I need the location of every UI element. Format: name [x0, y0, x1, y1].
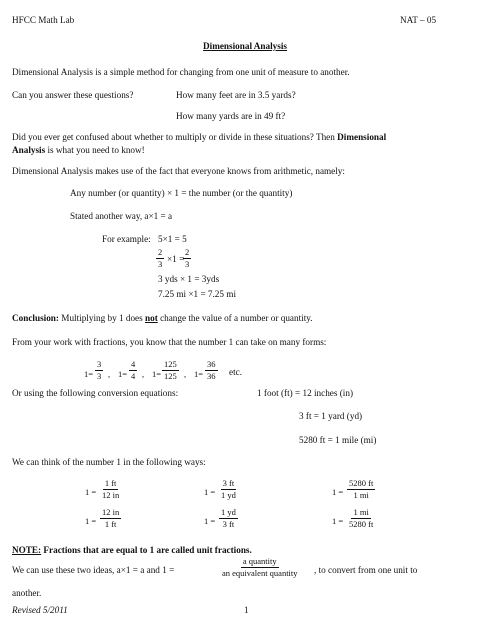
- fraction-denominator: an equivalent quantity: [222, 567, 298, 578]
- fraction-denominator: 5280 ft: [349, 518, 374, 529]
- conclusion: [12, 313, 313, 324]
- stated-another-way: Stated another way, a×1 = a: [70, 211, 173, 221]
- question-2: How many yards are in 49 ft?: [176, 111, 286, 121]
- fraction-denominator: 125: [164, 370, 177, 381]
- fraction-numerator: 36: [207, 359, 216, 369]
- unit-fraction: [219, 479, 238, 500]
- confused-bold-2: Analysis: [12, 145, 46, 155]
- fact-intro: Dimensional Analysis makes use of the fact that everyone knows from arithmetic, namely:: [12, 166, 345, 176]
- conclusion-text-b: change the value of a number or quantity.: [157, 313, 313, 323]
- fraction-denominator: 3 ft: [222, 518, 235, 529]
- separator: ,: [142, 369, 145, 379]
- unit-fraction: [100, 508, 121, 529]
- fraction-denominator: 1 ft: [104, 518, 117, 529]
- form-of-one: [95, 360, 103, 381]
- form-of-one: [205, 360, 218, 381]
- one-equals: 1 =: [332, 516, 344, 526]
- think-text: We can think of the number 1 in the following ways:: [12, 457, 206, 467]
- one-equals: 1=: [152, 369, 162, 379]
- fraction-numerator: 4: [131, 359, 136, 369]
- combine-fraction: [220, 557, 300, 578]
- confused-bold-1: Dimensional: [337, 132, 387, 142]
- one-equals: 1 =: [85, 487, 97, 497]
- fraction-numerator: 2: [158, 247, 163, 257]
- combine-lead: We can use these two ideas, a×1 = a and 1 =: [12, 565, 175, 575]
- confused-line-2: [12, 145, 145, 156]
- conversion-eq-3: 5280 ft = 1 mile (mi): [299, 435, 377, 445]
- confused-text-2: is what you need to know!: [45, 145, 145, 155]
- fraction-numerator: 2: [185, 247, 190, 257]
- form-of-one: [129, 360, 137, 381]
- separator: ,: [184, 369, 187, 379]
- one-equals: 1=: [194, 369, 204, 379]
- confused-text-1: Did you ever get confused about whether to multiply or divide in these situations? Then: [12, 132, 338, 142]
- fraction-denominator: 36: [207, 370, 216, 381]
- conversion-eq-1: 1 foot (ft) = 12 inches (in): [257, 388, 354, 398]
- separator: ,: [108, 369, 111, 379]
- conversion-lead: Or using the following conversion equations:: [12, 388, 179, 398]
- combine-line-2: another.: [12, 588, 42, 598]
- fraction-denominator: 1 yd: [221, 489, 236, 500]
- one-equals: 1 =: [204, 516, 216, 526]
- example-3: 3 yds × 1 = 3yds: [158, 274, 220, 284]
- forms-etc: etc.: [229, 367, 243, 377]
- fraction-denominator: 1 mi: [353, 489, 369, 500]
- example-2-result: [183, 248, 191, 269]
- conclusion-text-a: Multiplying by 1 does: [58, 313, 145, 323]
- one-equals: 1=: [84, 369, 94, 379]
- conversion-eq-2: 3 ft = 1 yard (yd): [299, 411, 363, 421]
- fraction-numerator: 3 ft: [222, 478, 235, 488]
- note: [12, 545, 252, 556]
- conclusion-emphasis: not: [145, 313, 158, 323]
- fraction-numerator: 125: [164, 359, 177, 369]
- fraction-denominator: 3: [97, 370, 102, 381]
- questions-lead: Can you answer these questions?: [12, 90, 134, 100]
- fraction-numerator: 1 ft: [104, 478, 117, 488]
- conclusion-label: Conclusion:: [12, 313, 59, 323]
- fractions-intro: From your work with fractions, you know that the number 1 can take on many forms:: [12, 337, 327, 347]
- page-number: 1: [244, 605, 249, 615]
- fraction-denominator: 3: [185, 258, 190, 269]
- one-equals: 1 =: [332, 487, 344, 497]
- header-left: HFCC Math Lab: [12, 15, 75, 25]
- fraction-denominator: 12 in: [102, 489, 120, 500]
- note-text: Fractions that are equal to 1 are called unit fractions.: [41, 545, 252, 555]
- one-equals: 1 =: [85, 516, 97, 526]
- example-2-fraction: [156, 248, 164, 269]
- unit-fraction: [219, 508, 238, 529]
- combine-tail: , to convert from one unit to: [314, 565, 418, 575]
- question-1: How many feet are in 3.5 yards?: [176, 90, 296, 100]
- fraction-numerator: 1 yd: [221, 507, 236, 517]
- page-title: Dimensional Analysis: [203, 41, 287, 51]
- fraction-numerator: 5280 ft: [349, 478, 374, 488]
- intro-text: Dimensional Analysis is a simple method for changing from one unit of measure to another.: [12, 67, 350, 77]
- any-number-identity: Any number (or quantity) × 1 = the number (or the quantity): [70, 188, 293, 198]
- revised-date: Revised 5/2011: [12, 605, 68, 615]
- form-of-one: [162, 360, 179, 381]
- examples-lead: For example:: [102, 234, 151, 244]
- fraction-numerator: 1 mi: [353, 507, 369, 517]
- example-4: 7.25 mi ×1 = 7.25 mi: [158, 289, 236, 299]
- fraction-denominator: 4: [131, 370, 136, 381]
- one-equals: 1=: [118, 369, 128, 379]
- fraction-numerator: 3: [97, 359, 102, 369]
- confused-line-1: [12, 132, 386, 143]
- unit-fraction: [100, 479, 121, 500]
- header-right: NAT – 05: [400, 15, 437, 25]
- unit-fraction: [347, 508, 375, 529]
- example-2-operator: ×1 =: [167, 254, 185, 264]
- example-1: 5×1 = 5: [158, 234, 187, 244]
- unit-fraction: [347, 479, 375, 500]
- note-label: NOTE:: [12, 545, 42, 555]
- one-equals: 1 =: [204, 487, 216, 497]
- fraction-numerator: a quantity: [242, 556, 277, 566]
- fraction-numerator: 12 in: [102, 507, 120, 517]
- fraction-denominator: 3: [158, 258, 163, 269]
